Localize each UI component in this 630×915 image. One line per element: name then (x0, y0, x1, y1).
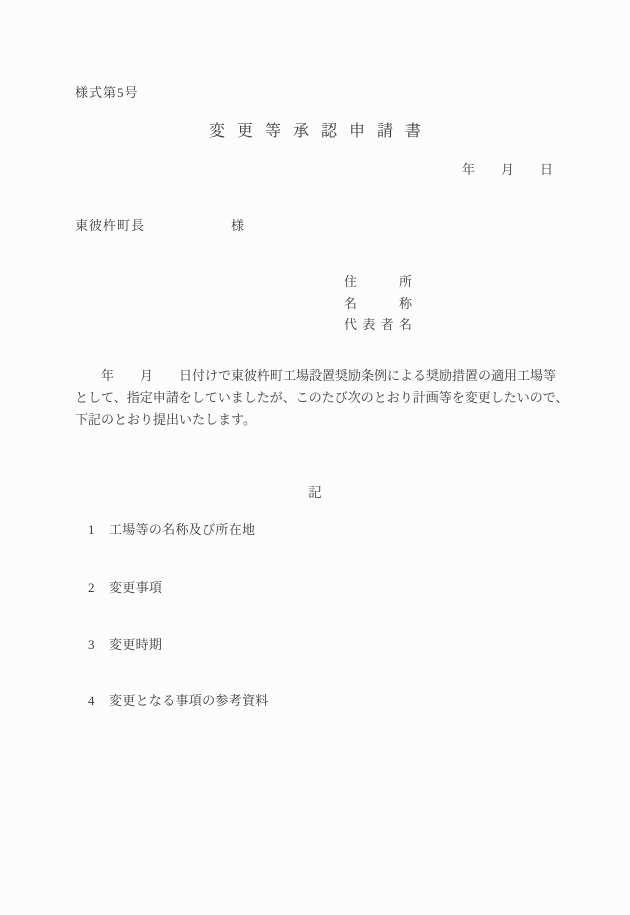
applicant-field-address: 住所 (344, 274, 412, 289)
body-line-3: 下記のとおり提出いたします。 (75, 411, 256, 427)
body-paragraph (75, 365, 568, 430)
applicant-field-name: 名称 (344, 295, 412, 311)
item-number: 3 (88, 637, 95, 652)
applicant-field-representative: 代表者名 (344, 317, 412, 332)
item-label: 変更となる事項の参考資料 (109, 693, 269, 708)
item-label: 変更時期 (109, 637, 163, 652)
item-label: 変更事項 (109, 580, 163, 595)
recipient-line (75, 215, 245, 234)
item-label: 工場等の名称及び所在地 (109, 522, 256, 537)
list-item (88, 519, 255, 538)
document-title: 変更等承認申請書 (208, 123, 433, 140)
recipient-name: 東彼杵町長 (75, 218, 146, 233)
form-number: 様式第5号 (75, 85, 139, 100)
body-line-1: 年 月 日付けで東彼杵町工場設置奨励条例による奨励措置の適用工場等 (75, 368, 557, 383)
body-line-2: として、指定申請をしていましたが、このたび次のとおり計画等を変更したいので、 (75, 389, 569, 405)
item-number: 1 (88, 522, 95, 537)
applicant-block (344, 271, 412, 336)
recipient-honorific: 様 (231, 218, 246, 233)
item-number: 4 (88, 693, 95, 708)
date-line: 年 月 日 (461, 162, 553, 177)
list-item (88, 690, 269, 709)
list-item (88, 634, 162, 653)
list-item (88, 577, 162, 596)
item-number: 2 (88, 580, 95, 595)
note-heading: 記 (308, 485, 322, 500)
